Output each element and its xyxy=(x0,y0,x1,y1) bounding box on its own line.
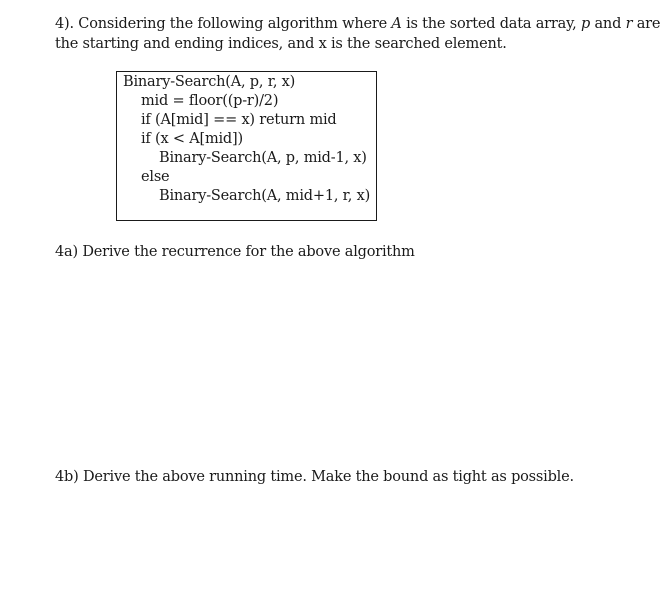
question-text-segment: and xyxy=(590,16,626,32)
algorithm-line-else: else xyxy=(141,169,170,185)
part-a-prompt: 4a) Derive the recurrence for the above algorithm xyxy=(55,244,415,260)
variable-a: A xyxy=(391,16,402,32)
variable-r: r xyxy=(625,16,633,32)
algorithm-line-recurse-left: Binary-Search(A, p, mid-1, x) xyxy=(159,150,367,166)
part-b-prompt: 4b) Derive the above running time. Make the bound as tight as possible. xyxy=(55,469,574,485)
algorithm-line-recurse-right: Binary-Search(A, mid+1, r, x) xyxy=(159,188,371,204)
question-text-segment: 4). Considering the following algorithm where xyxy=(55,16,392,32)
question-line-2: the starting and ending indices, and x is the searched element. xyxy=(55,36,507,52)
variable-p: p xyxy=(580,16,591,32)
question-text-segment: are xyxy=(632,16,660,32)
question-line-1 xyxy=(55,14,660,34)
question-intro xyxy=(55,14,660,54)
algorithm-line-mid: mid = floor((p-r)/2) xyxy=(141,93,279,109)
question-text-segment: is the sorted data array, xyxy=(401,16,581,32)
algorithm-line-signature: Binary-Search(A, p, r, x) xyxy=(123,74,296,90)
algorithm-box xyxy=(116,71,377,221)
algorithm-line-if-equal: if (A[mid] == x) return mid xyxy=(141,112,337,128)
algorithm-line-if-less: if (x < A[mid]) xyxy=(141,131,243,147)
